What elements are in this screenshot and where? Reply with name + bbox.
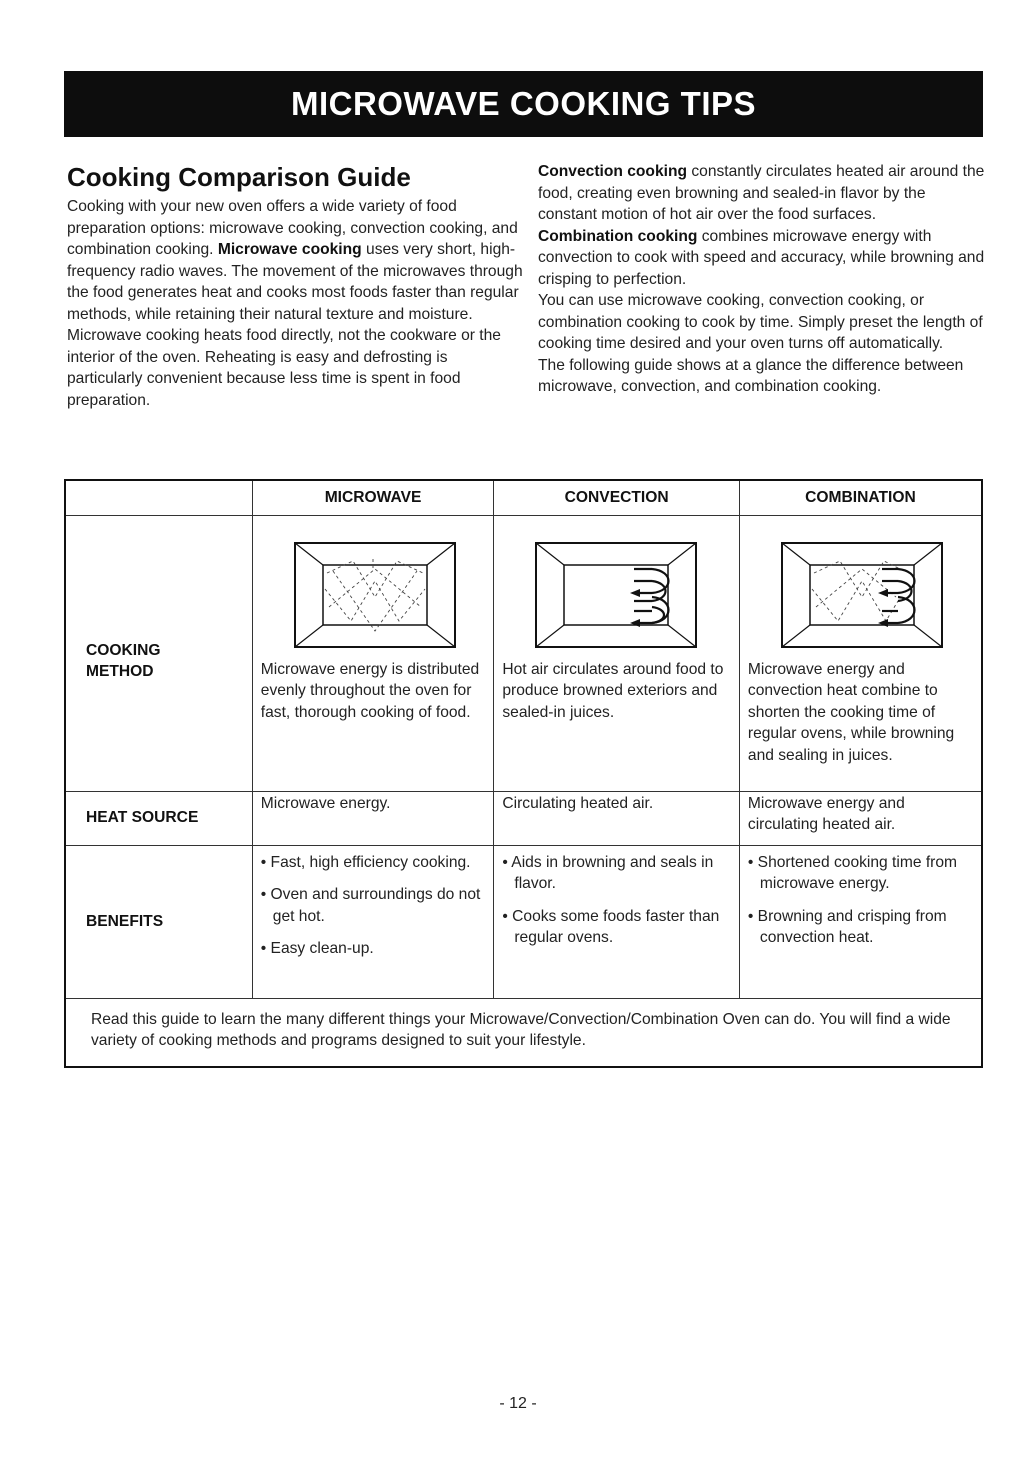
benefits-combination: [739, 845, 982, 998]
table-footnote: Read this guide to learn the many different things your Microwave/Convection/Combination Oven can do. You will find a wide variety of cooking methods and programs designed to suit your lifestyle.: [65, 998, 982, 1067]
benefits-list: [748, 846, 975, 949]
page-number: - 12 -: [499, 1395, 537, 1412]
benefits-convection: [494, 845, 740, 998]
list-item: • Fast, high efficiency cooking.: [260, 853, 471, 871]
heat-combination: Microwave energy and circulating heated air.: [739, 791, 982, 845]
microwave-term: Microwave cooking: [217, 241, 362, 258]
right-column: [538, 161, 988, 398]
heat-convection: Circulating heated air.: [494, 791, 740, 845]
list-item: • Shortened cooking time from microwave energy.: [747, 853, 958, 892]
table-row: [65, 998, 982, 1067]
combination-oven-diagram: [780, 541, 944, 649]
intro-paragraph: [67, 196, 527, 411]
left-column: [67, 160, 527, 411]
corner-cell: [65, 480, 252, 515]
section-title: Cooking Comparison Guide: [67, 162, 411, 192]
list-item: • Cooks some foods faster than regular ovens.: [502, 907, 720, 946]
method-text-convection: Hot air circulates around food to produce browned exteriors and sealed-in juices.: [502, 660, 724, 721]
method-text-microwave: Microwave energy is distributed evenly throughout the oven for fast, thorough cooking of food.: [260, 660, 480, 721]
benefits-list: [261, 846, 488, 960]
list-item: • Aids in browning and seals in flavor.: [502, 853, 714, 892]
row-label-cooking-method: [65, 515, 252, 791]
microwave-text: uses very short, high-frequency radio waves. The movement of the microwaves through the food generates heat and cooks most foods faster than regular methods, while retaining their natural texture and moisture. Microwave cooking heats food directly, not the cookware or the interior of the oven. Reheating is easy and defrosting is particularly convenient because less time is spent in food preparation.: [67, 241, 523, 409]
combination-text: combines microwave energy with convection to cook with speed and accuracy, while browning and crisping to perfection.: [538, 227, 985, 288]
convection-term: Convection cooking: [538, 163, 688, 180]
table-header-row: [65, 480, 982, 515]
row-label-benefits: BENEFITS: [65, 845, 252, 998]
row-label-heat-source: HEAT SOURCE: [65, 791, 252, 845]
benefits-microwave: [252, 845, 494, 998]
table-row: [65, 791, 982, 845]
list-item: • Oven and surroundings do not get hot.: [260, 886, 481, 925]
table-row: [65, 845, 982, 998]
cell-method-combination: [739, 515, 982, 791]
list-item: • Easy clean-up.: [260, 940, 374, 957]
column-header-combination: COMBINATION: [739, 480, 982, 515]
time-cooking-paragraph: You can use microwave cooking, convection cooking, or combination cooking to cook by time. Simply preset the length of cooking time desired and your oven turns off automatically.: [538, 292, 983, 352]
comparison-table: [64, 479, 983, 1068]
convection-paragraph: [538, 161, 988, 226]
benefits-list: [502, 846, 733, 949]
cell-method-convection: [494, 515, 740, 791]
convection-text: constantly circulates heated air around the food, creating even browning and sealed-in flavor by the constant motion of hot air over the food surfaces.: [538, 163, 985, 223]
list-item: • Browning and crisping from convection heat.: [747, 907, 947, 946]
convection-oven-diagram: [534, 541, 698, 649]
table-row: [65, 515, 982, 791]
microwave-oven-diagram: [293, 541, 457, 649]
heat-microwave: Microwave energy.: [252, 791, 494, 845]
combination-paragraph: [538, 226, 988, 291]
cell-method-microwave: [252, 515, 494, 791]
column-header-microwave: MICROWAVE: [252, 480, 494, 515]
column-header-convection: CONVECTION: [494, 480, 740, 515]
combination-term: Combination cooking: [538, 227, 698, 245]
method-text-combination: Microwave energy and convection heat combine to shorten the cooking time of regular ovens, while browning and sealing in juices.: [747, 660, 955, 764]
row-label-text: COOKING METHOD: [86, 641, 161, 680]
intro-text: Cooking with your new oven offers a wide variety of food preparation options: microwave cooking, convection cooking, and combination cooking.: [67, 198, 518, 258]
guide-intro-paragraph: The following guide shows at a glance the difference between microwave, convection, and combination cooking.: [538, 356, 964, 395]
page-banner: MICROWAVE COOKING TIPS: [64, 71, 983, 137]
